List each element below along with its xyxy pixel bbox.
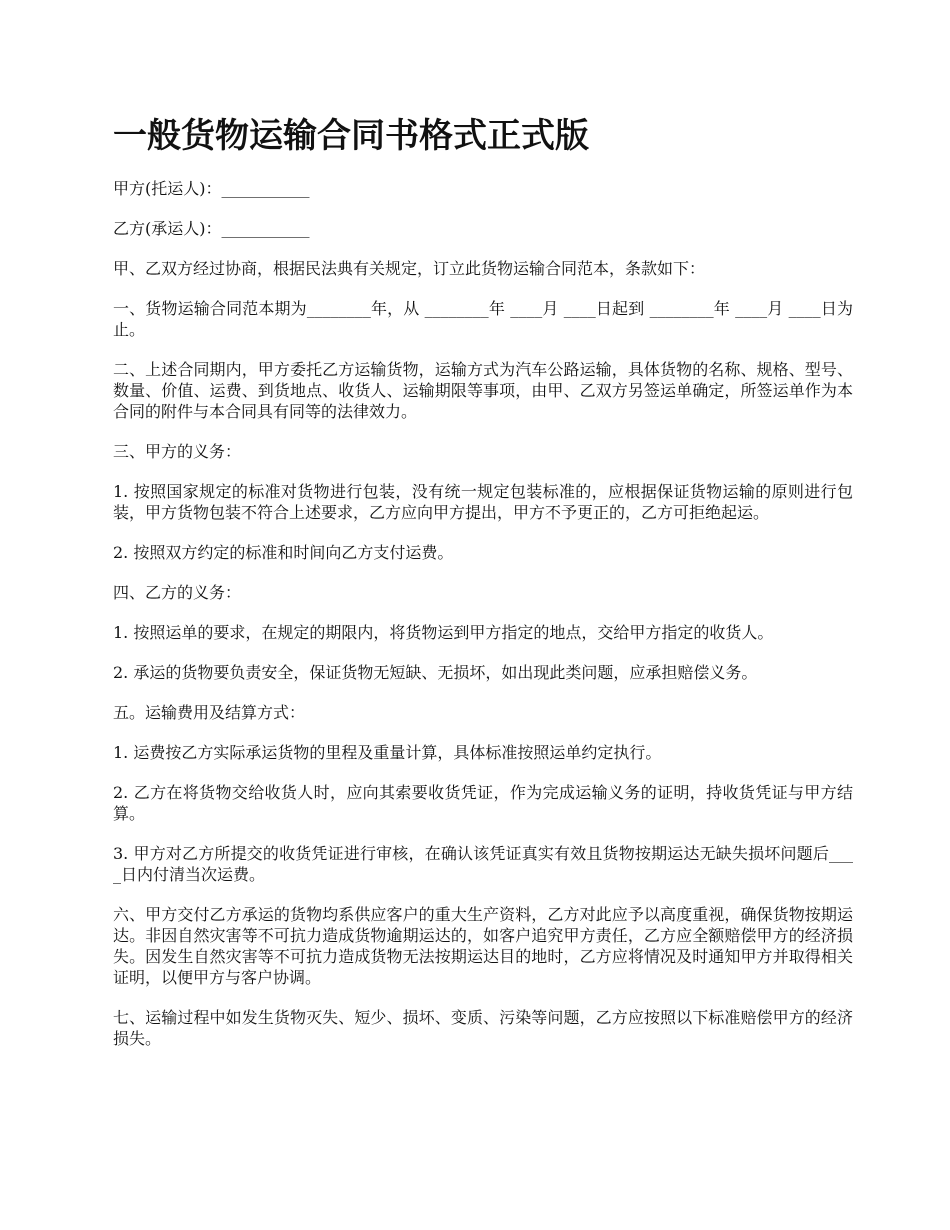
clause-1-term: 一、货物运输合同范本期为________年，从 ________年 ____月 ____日起到 ________年 ____月 ____日为止。 <box>113 299 853 339</box>
document-title: 一般货物运输合同书格式正式版 <box>113 116 589 156</box>
clause-6-paragraph: 六、甲方交付乙方承运的货物均系供应客户的重大生产资料，乙方对此应予以高度重视，确保货物按期运达。非因自然灾害等不可抗力造成货物逾期运达的，如客户追究甲方责任，乙方应全额赔偿甲方的经济损失。因发生自然灾害等不可抗力造成货物无法按期运达目的地时，乙方应将情况及时通知甲方并取得相关证明，以便甲方与客户协调。 <box>113 905 853 987</box>
clause-5-heading: 五。运输费用及结算方式： <box>113 703 306 722</box>
clause-3-heading: 三、甲方的义务： <box>113 442 242 461</box>
document-page <box>113 110 853 1068</box>
clause-5-item-2: 2. 乙方在将货物交给收货人时，应向其索要收货凭证，作为完成运输义务的证明，持收货凭证与甲方结算。 <box>113 783 853 823</box>
clause-4-heading: 四、乙方的义务： <box>113 583 242 602</box>
clause-3-item-1: 1. 按照国家规定的标准对货物进行包装，没有统一规定包装标准的，应根据保证货物运输的原则进行包装，甲方货物包装不符合上述要求，乙方应向甲方提出，甲方不予更正的，乙方可拒绝起运。 <box>113 482 853 522</box>
clause-5-item-1: 1. 运费按乙方实际承运货物的里程及重量计算，具体标准按照运单约定执行。 <box>113 743 662 762</box>
clause-3-item-2: 2. 按照双方约定的标准和时间向乙方支付运费。 <box>113 543 454 562</box>
party-b-line: 乙方(承运人)：___________ <box>113 219 310 238</box>
clause-4-item-2: 2. 承运的货物要负责安全，保证货物无短缺、无损坏，如出现此类问题，应承担赔偿义务。 <box>113 663 758 682</box>
party-a-line: 甲方(托运人)：___________ <box>113 179 310 198</box>
clause-5-item-3: 3. 甲方对乙方所提交的收货凭证进行审核，在确认该凭证真实有效且货物按期运达无缺失损坏问题后____日内付清当次运费。 <box>113 844 853 884</box>
intro-paragraph: 甲、乙双方经过协商，根据民法典有关规定，订立此货物运输合同范本，条款如下： <box>113 259 706 278</box>
clause-4-item-1: 1. 按照运单的要求，在规定的期限内，将货物运到甲方指定的地点，交给甲方指定的收货人。 <box>113 623 774 642</box>
clause-2-scope: 二、上述合同期内，甲方委托乙方运输货物，运输方式为汽车公路运输，具体货物的名称、规格、型号、数量、价值、运费、到货地点、收货人、运输期限等事项，由甲、乙双方另签运单确定，所签运单作为本合同的附件与本合同具有同等的法律效力。 <box>113 360 853 421</box>
clause-7-paragraph: 七、运输过程中如发生货物灭失、短少、损坏、变质、污染等问题，乙方应按照以下标准赔偿甲方的经济损失。 <box>113 1008 853 1048</box>
